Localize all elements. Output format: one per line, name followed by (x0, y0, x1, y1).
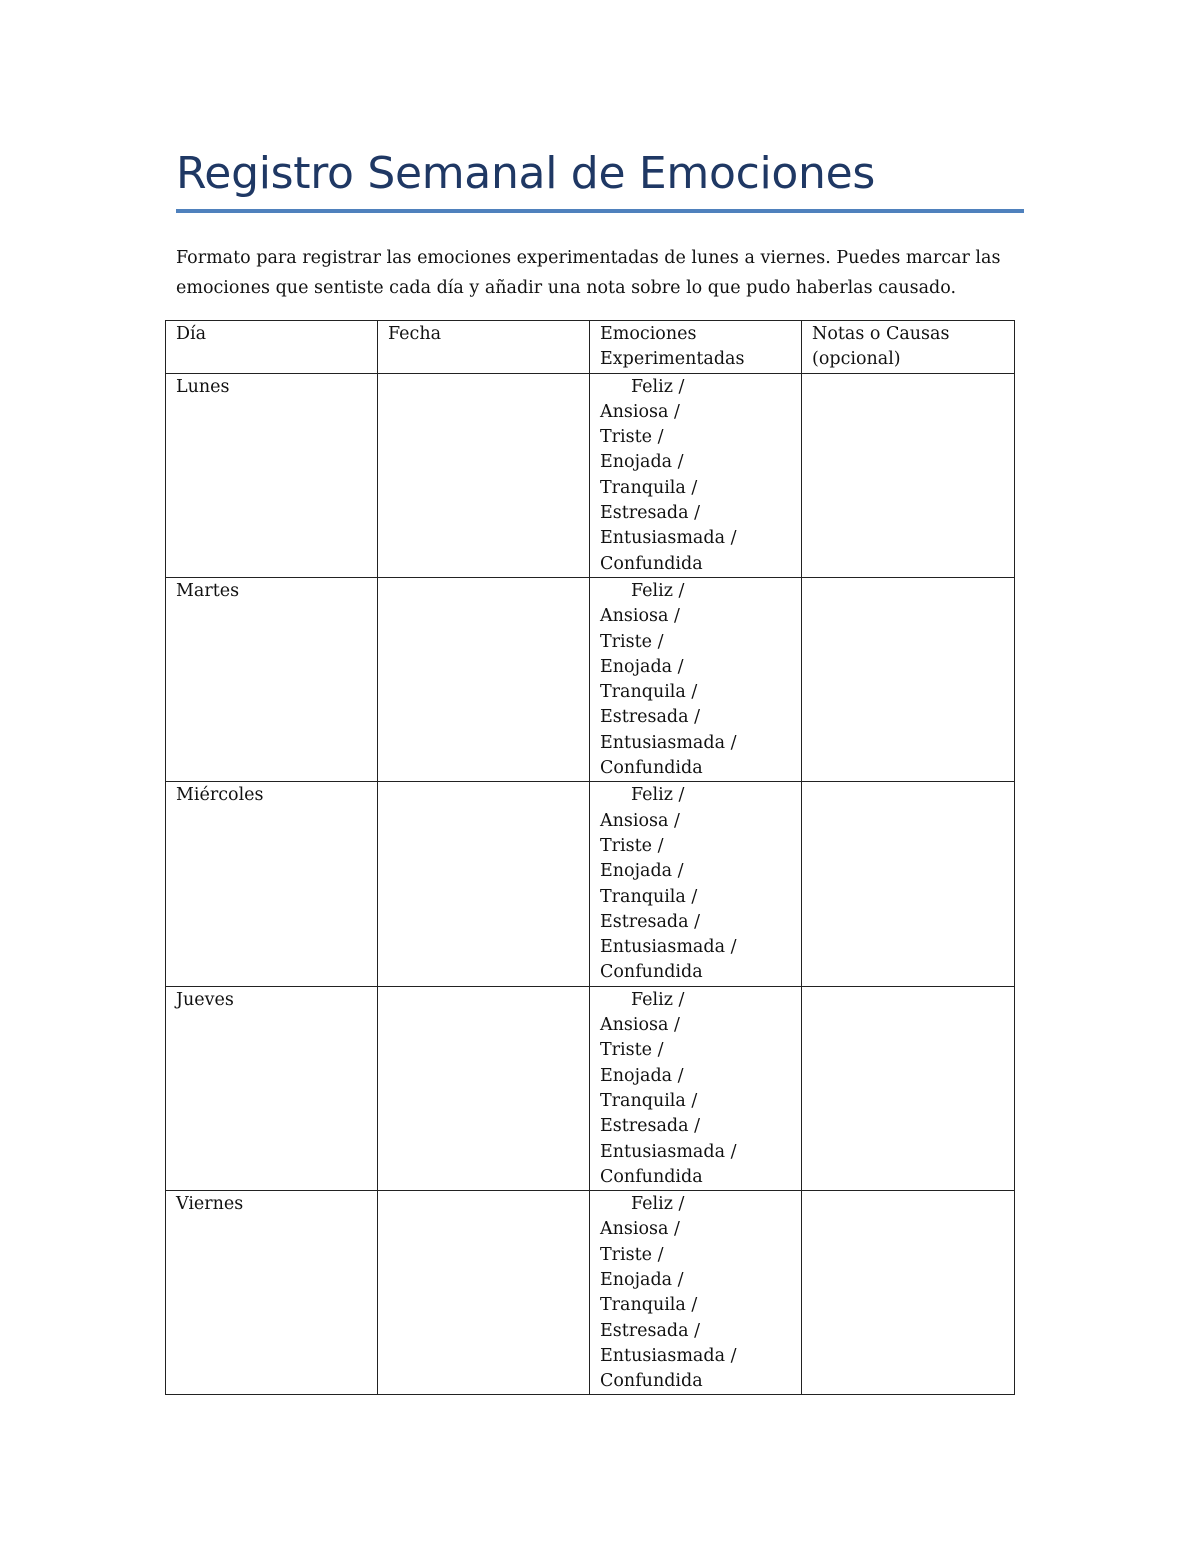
notes-cell[interactable] (802, 577, 1015, 781)
emotions-cell (590, 373, 802, 577)
header-day: Día (166, 321, 378, 374)
notes-cell[interactable] (802, 1191, 1015, 1395)
header-emotions (590, 321, 802, 374)
emotion-option[interactable]: Enojada / (600, 656, 684, 677)
emotion-option[interactable]: Ansiosa / (600, 1219, 680, 1240)
date-cell[interactable] (378, 782, 590, 986)
emotion-option[interactable]: Entusiasmada / (600, 1141, 737, 1162)
emotion-option[interactable]: Feliz / (631, 580, 685, 601)
table-row (166, 782, 1015, 986)
emotion-option[interactable]: Triste / (600, 427, 664, 448)
emotion-option[interactable]: Entusiasmada / (600, 1345, 737, 1366)
table-row (166, 373, 1015, 577)
date-cell[interactable] (378, 577, 590, 781)
document-title: Registro Semanal de Emociones (176, 148, 875, 199)
emotions-cell (590, 782, 802, 986)
date-cell[interactable] (378, 1191, 590, 1395)
table-body (166, 373, 1015, 1395)
emotion-option[interactable]: Enojada / (600, 1269, 684, 1290)
emotion-option[interactable]: Confundida (600, 962, 703, 983)
header-notes (802, 321, 1015, 374)
emotion-option[interactable]: Tranquila / (600, 1295, 698, 1316)
emotion-option[interactable]: Tranquila / (600, 886, 698, 907)
emotion-option[interactable]: Enojada / (600, 861, 684, 882)
emotion-option[interactable]: Confundida (600, 1371, 703, 1392)
table-row (166, 1191, 1015, 1395)
emotion-option[interactable]: Triste / (600, 1244, 664, 1265)
header-notes-line2: (opcional) (812, 349, 901, 370)
day-cell: Martes (166, 577, 378, 781)
emotion-option[interactable]: Enojada / (600, 1065, 684, 1086)
emotion-option[interactable]: Estresada / (600, 1116, 701, 1137)
emotion-option[interactable]: Feliz / (631, 989, 685, 1010)
intro-paragraph: Formato para registrar las emociones experimentadas de lunes a viernes. Puedes marcar las emociones que sentiste cada día y añadir una nota sobre lo que pudo haberlas causado. (176, 248, 1001, 298)
emotion-option[interactable]: Entusiasmada / (600, 732, 737, 753)
day-cell: Lunes (166, 373, 378, 577)
day-cell: Jueves (166, 986, 378, 1190)
date-cell[interactable] (378, 373, 590, 577)
emotion-option[interactable]: Feliz / (631, 785, 685, 806)
day-cell: Miércoles (166, 782, 378, 986)
emotion-option[interactable]: Ansiosa / (600, 401, 680, 422)
emotion-option[interactable]: Ansiosa / (600, 606, 680, 627)
emotion-option[interactable]: Estresada / (600, 1320, 701, 1341)
emotion-option[interactable]: Triste / (600, 1040, 664, 1061)
notes-cell[interactable] (802, 782, 1015, 986)
emotion-option[interactable]: Estresada / (600, 707, 701, 728)
emotion-option[interactable]: Tranquila / (600, 682, 698, 703)
emotions-cell (590, 986, 802, 1190)
emotion-option[interactable]: Confundida (600, 758, 703, 779)
day-cell: Viernes (166, 1191, 378, 1395)
emotions-cell (590, 577, 802, 781)
header-emotions-line1: Emociones (600, 324, 697, 344)
notes-cell[interactable] (802, 986, 1015, 1190)
emotion-option[interactable]: Feliz / (631, 1194, 685, 1215)
notes-cell[interactable] (802, 373, 1015, 577)
emotion-option[interactable]: Entusiasmada / (600, 937, 737, 958)
header-notes-line1: Notas o Causas (812, 324, 950, 344)
table-row (166, 577, 1015, 781)
emotion-option[interactable]: Entusiasmada / (600, 528, 737, 549)
emotion-option[interactable]: Tranquila / (600, 1090, 698, 1111)
emotion-option[interactable]: Ansiosa / (600, 1015, 680, 1036)
table-row (166, 986, 1015, 1190)
emotion-option[interactable]: Triste / (600, 835, 664, 856)
emotions-cell (590, 1191, 802, 1395)
emotion-option[interactable]: Tranquila / (600, 477, 698, 498)
header-date: Fecha (378, 321, 590, 374)
emotions-log-table (165, 320, 1015, 1395)
emotion-option[interactable]: Enojada / (600, 452, 684, 473)
table-header-row (166, 321, 1015, 374)
emotion-option[interactable]: Feliz / (631, 376, 685, 397)
emotion-option[interactable]: Ansiosa / (600, 810, 680, 831)
header-emotions-line2: Experimentadas (600, 349, 745, 370)
date-cell[interactable] (378, 986, 590, 1190)
title-underline (176, 209, 1024, 213)
emotion-option[interactable]: Confundida (600, 1166, 703, 1187)
emotion-option[interactable]: Triste / (600, 631, 664, 652)
emotion-option[interactable]: Estresada / (600, 503, 701, 524)
emotion-option[interactable]: Confundida (600, 553, 703, 574)
emotion-option[interactable]: Estresada / (600, 911, 701, 932)
